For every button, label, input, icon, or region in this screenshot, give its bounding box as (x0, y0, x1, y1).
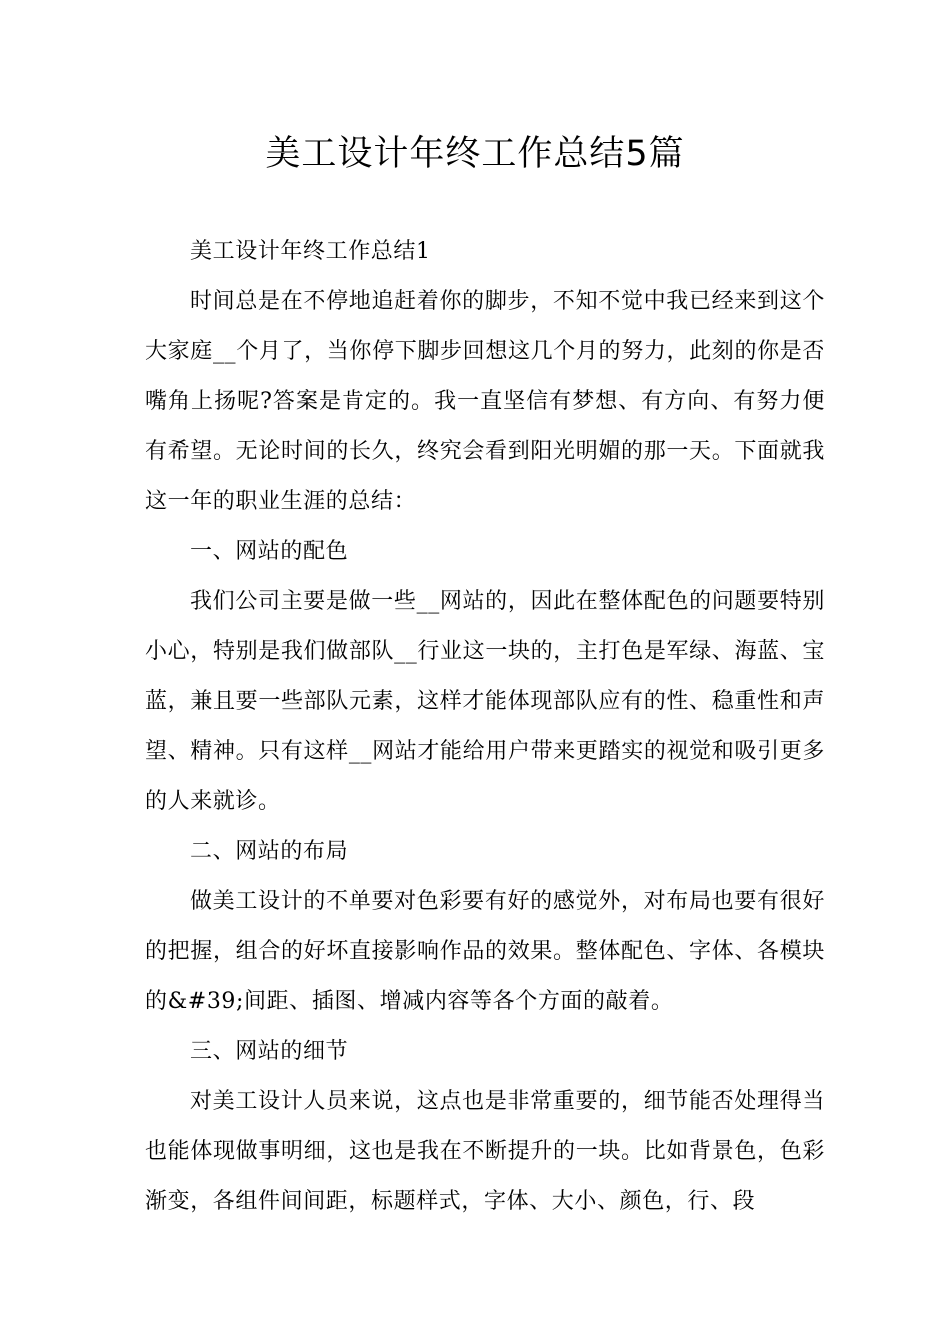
paragraph-layout: 做美工设计的不单要对色彩要有好的感觉外，对布局也要有很好的把握，组合的好坏直接影响作品的效果。整体配色、字体、各模块的&#39;间距、插图、增减内容等各个方面的敲着。 (145, 889, 825, 1014)
paragraph-color: 我们公司主要是做一些__网站的，因此在整体配色的问题要特别小心，特别是我们做部队__行业这一块的，主打色是军绿、海蓝、宝蓝，兼且要一些部队元素，这样才能体现部队应有的性、稳重性和声望、精神。只有这样__网站才能给用户带来更踏实的视觉和吸引更多的人来就诊。 (145, 589, 825, 814)
paragraph-intro: 时间总是在不停地追赶着你的脚步，不知不觉中我已经来到这个大家庭__个月了，当你停下脚步回想这几个月的努力，此刻的你是否嘴角上扬呢?答案是肯定的。我一直坚信有梦想、有方向、有努力便有希望。无论时间的长久，终究会看到阳光明媚的那一天。下面就我这一年的职业生涯的总结： (145, 289, 825, 514)
document-title: 美工设计年终工作总结5篇 (265, 134, 685, 174)
section-heading-detail: 三、网站的细节 (190, 1039, 349, 1064)
paragraph-detail: 对美工设计人员来说，这点也是非常重要的，细节能否处理得当也能体现做事明细，这也是我在不断提升的一块。比如背景色，色彩渐变，各组件间间距，标题样式，字体、大小、颜色，行、段 (145, 1089, 825, 1214)
section-heading-layout: 二、网站的布局 (190, 839, 349, 864)
section-heading-color: 一、网站的配色 (190, 539, 349, 564)
document-body (145, 227, 825, 1227)
section-heading-1: 美工设计年终工作总结1 (190, 239, 431, 264)
